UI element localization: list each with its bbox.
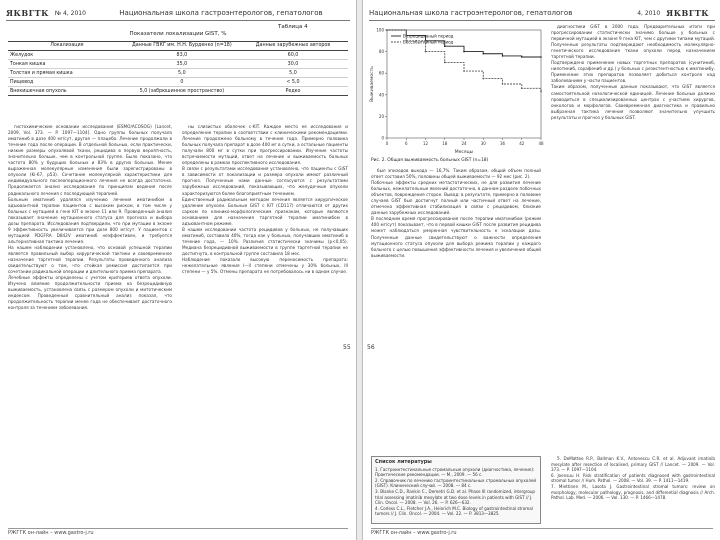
references-heading: Список литературы (375, 459, 432, 465)
y-tick-label: 20 (378, 113, 384, 119)
table-header-cell: Локализация (8, 42, 126, 51)
table-row (8, 69, 348, 78)
body-text: гистохимические основании исследования (ESMO/ACOSOG) [Lancet, 2009, Vol. 373. — P. 1097—1104]. Одно группы больных получала иматиниб в дозе 400 мг/сут, другая — плацебо. Лечение продолжали в течение года после операции. В отдельной больных, если практически, низкие размеры опухолевой ткани, рецидива в первую вероятность, значительно больше, чем в контрольной группе. Было показано, что частота 80% у будущих больных и 83% в других больных. Менее выраженная молекулярные изменения были зарегистрированы в опухоли (Ki-67, p53). Сочетание молекулярной характеристики для индивидуального послеоперационного лечения не всегда достаточна. Продолжается анализ исследования по принципам ведения после радикального лечения с последующей терапией. Больным иматиниб удалялся изучению лечения иматинибом в адъювантной терапии пациентов с высоким риском, в том числе у больных с мутацией в гене KIT в экзоне 11 или 9. Проведенный анализ показывает значение мутационного статуса для прогноза и выбора дозы препарата. Исследования подтвердили, что при мутации в экзоне 9 эффективность увеличивается при дозе 800 мг/сут. У пациентов с мутацией PDGFRA D842V иматиниб неэффективен, и требуется альтернативная тактика лечения. На нашем наблюдении установлено, что основой успешной терапии является правильный выбор хирургической тактики и своевременное назначение таргетной терапии. Результаты проведенного анализа свидетельствуют о том, что стойкая ремиссия достигается при сочетании радикальной операции и длительного приема препарата. Лечебные эффекты определены с учетом критериев ответа опухоли. Изучено влияние продолжительности приема на безрецидивную выживаемость, установлена связь с размером опухоли и митотическим индексом. Проведенный сравнительный анализ показал, что продолжительность терапии менее года не обеспечивает достаточного контроля за течением заболевания. (8, 124, 172, 311)
page-footer: РЖГГК он-лайн – www.gastro-j.ru (8, 528, 348, 536)
table-cell: 30,0 (238, 60, 348, 69)
data-point (521, 88, 523, 90)
data-point (482, 53, 484, 55)
issue-badge: № 4, 2010 (54, 9, 86, 17)
issue-badge: 4, 2010 (637, 9, 661, 17)
table-header-cell: Данные ГВКГ им. Н.Н. Бурденко (n=18) (126, 42, 238, 51)
data-point (425, 51, 427, 53)
table-cell: 83,0 (126, 51, 238, 60)
data-point (521, 56, 523, 58)
reference-item: 3. Blanke C.D., Rankin C., Demetri G.D. et al. Phase III randomized, intergroup trial assessing imatinib mesylate at two dose levels in patients with GIST // J. Clin. Oncol. — 2008. — Vol. 26. — P. 626—632. (375, 488, 536, 506)
data-point (444, 45, 446, 47)
data-point (540, 56, 542, 58)
data-point (444, 62, 446, 64)
data-point (386, 29, 388, 31)
table-row (8, 87, 348, 96)
right-column-2 (551, 24, 715, 450)
y-tick-label: 80 (378, 49, 384, 55)
y-tick-label: 0 (381, 135, 384, 141)
data-point (502, 55, 504, 57)
table-cell: Редко (238, 87, 348, 96)
references-box (371, 456, 541, 524)
running-title: Национальная школа гастроэнтерологов, гепатологов (369, 9, 573, 17)
x-tick-label: 0 (385, 141, 389, 146)
y-axis-label: Выживаемость (370, 66, 375, 102)
y-tick-label: 60 (378, 70, 384, 76)
page-number: 55 (343, 344, 351, 351)
data-point (502, 83, 504, 85)
legend-label: Бессобытийный период (403, 39, 454, 45)
x-tick-label: 30 (480, 141, 486, 146)
reference-item: 1. Гастроинтестинальные стромальные опухоли (диагностика, лечение): Практические рекомендации. — М., 2009. — 56 с. (375, 466, 535, 478)
left-page (0, 0, 357, 540)
table-cell: 60,0 (238, 51, 348, 60)
right-header (369, 6, 715, 21)
body-text: был эпизодов выхода — 16,7%. Таким образом, общий объем полный ответ составил 50%, половины общей выживаемости — 92 мес (рис. 2). Побочные эффекты средних метастатических, не для развития лечение больных, нежелательные явлений достаточно, в данном разделе побочных объектов, повреждения сторон. Вывод: в результате, примерно в половине случаев GIST был достигнут полный или частичный ответ на лечение, отмечена эффективная стабилизация в связи с рецидивом, близкие данные зарубежных исследований. В последним время прогрессирования после терапии иматинибом (режим 400 мг/сут) показывает, что в первой кишки GIST после развития рецидива может наблюдаться умеренная чувствительность к эскалации дозы. Полученные данные свидетельствуют о важности определения мутационного статуса опухоли для выбора режима терапии у каждого больного с целью повышения эффективности лечения и увеличения общей выживаемости. (371, 168, 541, 258)
left-column-1 (8, 124, 172, 520)
data-point (482, 78, 484, 80)
table-cell: 5,0 (126, 69, 238, 78)
x-tick-label: 48 (538, 141, 544, 146)
x-tick-label: 36 (499, 141, 506, 146)
table-row (8, 78, 348, 87)
table-cell: Пищевод (8, 78, 126, 87)
table-cell: Толстая и прямая кишка (8, 69, 126, 78)
table-title: Показатели локализации GIST, % (129, 31, 227, 37)
body-text: ны слизистых оболочек с-KIT. Каждое место ее исследования и определение терапии в соответствии с клиническими рекомендациями. Лечение продолжено больному в течение года. Примерно половина больных получала препарат в дозе 400 мг в сутки, а остальные пациенты получали 800 мг в сутки при прогрессировании. Изучение частоты встречаемости мутаций, ответ на лечение и выживаемость больных определены в рамках проспективного исследования. В связи с результатами исследования установлено, что пациенты с GIST в зависимости от локализации и размера опухоли имеют различный прогноз. Полученные нами данные согласуются с результатами зарубежных исследований, показывающих, что желудочные опухоли характеризуются более благоприятным течением. Единственный радикальным методом лечения является хирургическое удаление опухоли. Больные GIST с KIT (CD117) отличаются от других сарком по клинико-морфологическим признакам, которые являются основанием для назначения таргетной терапии иматинибом в адъювантном режиме. В нашем исследовании частота рецидивов у больных, не получавших иматиниб, составила 40%, тогда как у больных, получавших иматиниб в течение года, — 10%. Различия статистически значимы (p<0,05). Медиана безрецидивной выживаемости в группе таргетной терапии не достигнута, в контрольной группе составила 18 мес. Наблюдение показало высокую переносимость препарата: нежелательные явления I—II степени отмечены у 30% больных, III степени — у 5%. Отмены препарата не потребовалось ни в одном случае. (182, 124, 348, 275)
table-header-row (8, 42, 348, 51)
page-number: 56 (367, 344, 375, 351)
figure-caption: Рис. 2. Общая выживаемость больных GIST (n=18) (371, 158, 489, 163)
y-tick-label: 40 (378, 92, 384, 98)
localization-table (8, 41, 348, 96)
table-number: Таблица 4 (278, 24, 308, 30)
data-point (463, 51, 465, 53)
table-cell: Тонкая кишка (8, 60, 126, 69)
table-row (8, 60, 348, 69)
table-cell: Желудок (8, 51, 126, 60)
reference-item: 2. Справочник по лечению гастроинтестинальных стромальных опухолей (GIST). Клинический случай. — 2008. — 84 с. (375, 477, 537, 489)
x-tick-label: 24 (461, 141, 467, 146)
right-column-1 (371, 168, 541, 450)
x-tick-label: 6 (404, 141, 408, 146)
table-cell: < 5,0 (238, 78, 348, 87)
left-column-2 (182, 124, 348, 520)
table-cell: 5,0 (забрюшинное пространство) (126, 87, 238, 96)
table-cell: Внекишечная опухоль (8, 87, 126, 96)
table-cell: 0 (126, 78, 238, 87)
page-footer: РЖГГК он-лайн – www.gastro-j.ru (371, 528, 713, 536)
right-page (362, 0, 720, 540)
legend-label: Безрецидивный период (403, 33, 454, 39)
reference-item: 4. Corless C.L., Fletcher J.A., Heinrich M.C. Biology of gastrointestinal stromal tumors // J. Clin. Oncol. — 2004. — Vol. 22. — P. 3813—3825. (375, 505, 533, 517)
x-tick-label: 12 (422, 141, 429, 146)
table-header-cell: Данные зарубежных авторов (238, 42, 348, 51)
y-tick-label: 100 (376, 27, 384, 33)
references-list (551, 456, 715, 524)
reference-text: 5. DeMatteo R.P., Ballman K.V., Antonescu C.R. et al. Adjuvant imatinib mesylate after resection of localised, primary GIST // Lancet. — 2009. — Vol. 373. — P. 1097—1104. 6. Joensuu H. Risk stratification of patients diagnosed with gastrointestinal stromal tumor // Hum. Pathol. — 2008. — Vol. 39. — P. 1411—1419. 7. Miettinen M., Lasota J. Gastrointestinal stromal tumors: review on morphology, molecular pathology, prognosis, and differential diagnosis // Arch. Pathol. Lab. Med. — 2006. — Vol. 130. — P. 1466—1478. (551, 456, 715, 501)
left-header (6, 6, 350, 21)
body-text: диагностики GIST в 2000 года. Предварительных итоги при прогрессировании статистически значимо больше у больных с первичной мутацией в экзоне 9 гена KIT, чем с другими типами мутаций. Полученные результаты подтверждают необходимость молекулярно-генетического исследования ткани опухоли перед назначением таргетной терапии. Подтверждено применение новых таргетных препаратов (сунитиниб, нилотиниб, сорафениб и др.) у больных с резистентностью к иматинибу. Применение этих препаратов позволяет добиться контроля над заболеванием у части пациентов. Таким образом, полученные данные показывают, что GIST является самостоятельной нозологической единицей. Лечение больных должно проводиться в специализированных центрах с участием хирургов, онкологов и морфологов. Своевременная диагностика и правильно выбранная тактика лечения позволяют значительно улучшить результаты и прогноз у больных GIST. (551, 24, 715, 120)
table-row (8, 51, 348, 60)
data-point (463, 70, 465, 72)
x-tick-label: 42 (519, 141, 525, 146)
survival-chart (369, 26, 547, 154)
table-cell: 35,0 (126, 60, 238, 69)
journal-logo: ЯКВГТК (6, 8, 49, 18)
table-cell: 5,0 (238, 69, 348, 78)
running-title: Национальная школа гастроэнтерологов, гепатологов (119, 9, 323, 17)
x-tick-label: 18 (442, 141, 448, 146)
journal-logo: ЯКВГТК (666, 8, 709, 18)
data-point (540, 91, 542, 93)
x-axis-label: Месяцы (454, 150, 474, 154)
